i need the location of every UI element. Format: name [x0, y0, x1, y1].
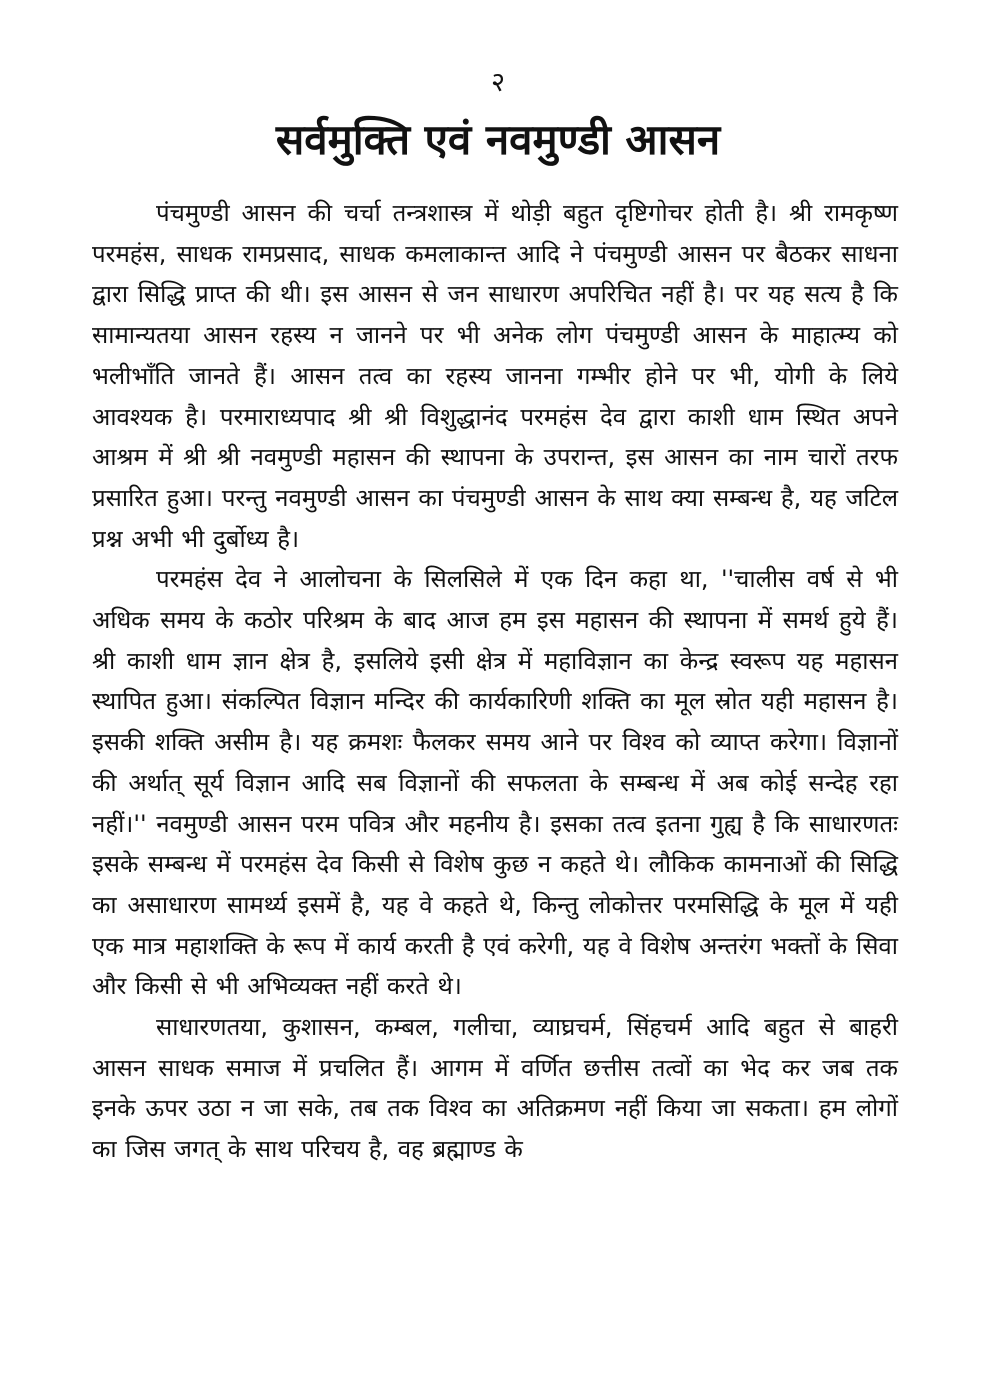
- page-number: २: [490, 67, 506, 98]
- chapter-title: सर्वमुक्ति एवं नवमुण्डी आसन: [275, 115, 721, 164]
- paragraph: परमहंस देव ने आलोचना के सिलसिले में एक दिन कहा था, ''चालीस वर्ष से भी अधिक समय के कठोर परिश्रम के बाद आज हम इस महासन की स्थापना में समर्थ हुये हैं। श्री काशी धाम ज्ञान क्षेत्र है, इसलिये इसी क्षेत्र में महाविज्ञान का केन्द्र स्वरूप यह महासन स्थापित हुआ। संकल्पित विज्ञान मन्दिर की कार्यकारिणी शक्ति का मूल स्रोत यही महासन है। इसकी शक्ति असीम है। यह क्रमशः फैलकर समय आने पर विश्व को व्याप्त करेगा। विज्ञानों की अर्थात् सूर्य विज्ञान आदि सब विज्ञानों की सफलता के सम्बन्ध में अब कोई सन्देह रहा नहीं।'' नवमुण्डी आसन परम पवित्र और महनीय है। इसका तत्व इतना गुह्य है कि साधारणतः इसके सम्बन्ध में परमहंस देव किसी से विशेष कुछ न कहते थे। लौकिक कामनाओं की सिद्धि का असाधारण सामर्थ्य इसमें है, यह वे कहते थे, किन्तु लोकोत्तर परमसिद्धि के मूल में यही एक मात्र महाशक्ति के रूप में कार्य करती है एवं करेगी, यह वे विशेष अन्तरंग भक्तों के सिवा और किसी से भी अभिव्यक्त नहीं करते थे।: [92, 565, 898, 1001]
- body-text: [92, 193, 898, 1170]
- paragraph: साधारणतया, कुशासन, कम्बल, गलीचा, व्याघ्रचर्म, सिंहचर्म आदि बहुत से बाहरी आसन साधक समाज में प्रचलित हैं। आगम में वर्णित छत्तीस तत्वों का भेद कर जब तक इनके ऊपर उठा न जा सके, तब तक विश्व का अतिक्रमण नहीं किया जा सकता। हम लोगों का जिस जगत् के साथ परिचय है, वह ब्रह्माण्ड के: [92, 1013, 898, 1164]
- paragraph: पंचमुण्डी आसन की चर्चा तन्त्रशास्त्र में थोड़ी बहुत दृष्टिगोचर होती है। श्री रामकृष्ण परमहंस, साधक रामप्रसाद, साधक कमलाकान्त आदि ने पंचमुण्डी आसन पर बैठकर साधना द्वारा सिद्धि प्राप्त की थी। इस आसन से जन साधारण अपरिचित नहीं है। पर यह सत्य है कि सामान्यतया आसन रहस्य न जानने पर भी अनेक लोग पंचमुण्डी आसन के माहात्म्य को भलीभाँति जानते हैं। आसन तत्व का रहस्य जानना गम्भीर होने पर भी, योगी के लिये आवश्यक है। परमाराध्यपाद श्री श्री विशुद्धानंद परमहंस देव द्वारा काशी धाम स्थित अपने आश्रम में श्री श्री नवमुण्डी महासन की स्थापना के उपरान्त, इस आसन का नाम चारों तरफ प्रसारित हुआ। परन्तु नवमुण्डी आसन का पंचमुण्डी आसन के साथ क्या सम्बन्ध है, यह जटिल प्रश्न अभी भी दुर्बोध्य है।: [92, 199, 898, 553]
